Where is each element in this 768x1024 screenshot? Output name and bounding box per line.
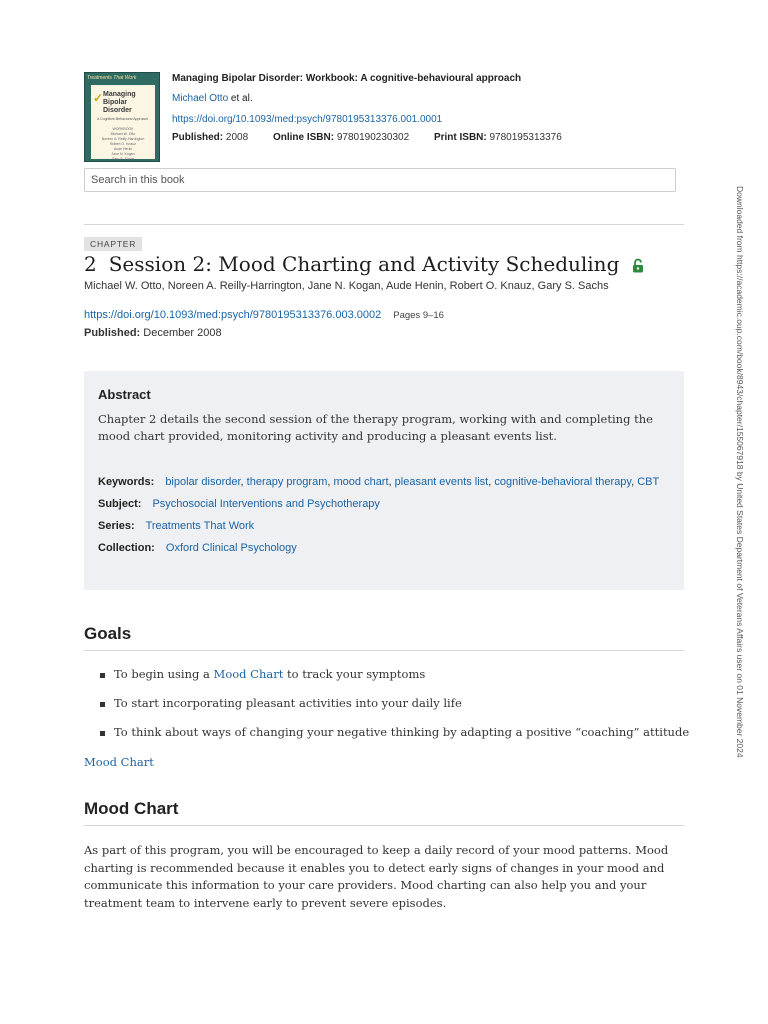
chapter-title-text: Session 2: Mood Charting and Activity Scheduling (108, 252, 620, 276)
mood-chart-inline-link[interactable]: Mood Chart (213, 667, 284, 681)
series-row (98, 518, 670, 535)
mood-chart-paragraph: As part of this program, you will be encouraged to keep a daily record of your mood patterns. Mood charting is recommended because it enables you to detect early signs of changes in your mood and communicate this information to your care providers. Mood charting can also help you and your treatment team to intervene early to prevent severe episodes. (84, 843, 669, 910)
series-link[interactable]: Treatments That Work (145, 520, 255, 532)
keywords-label: Keywords: (98, 476, 155, 488)
mood-chart-divider (84, 825, 684, 826)
goals-heading: Goals (84, 624, 132, 643)
book-doi-link[interactable]: https://doi.org/10.1093/med:psych/9780195313376.001.0001 (172, 114, 443, 125)
book-author-suffix: et al. (228, 93, 253, 104)
keyword-link[interactable]: therapy program (246, 476, 328, 488)
chapter-badge: CHAPTER (84, 237, 142, 251)
cover-author: Michael W. Otto (110, 132, 136, 136)
divider (84, 224, 684, 225)
checkmark-icon: ✓ (93, 91, 104, 105)
goals-list (100, 667, 689, 754)
chapter-published-value: December 2008 (143, 327, 222, 339)
cover-authors (95, 127, 151, 162)
book-search-input[interactable] (84, 168, 676, 192)
cover-author: Robert O. Knauz (109, 142, 137, 146)
cover-title: Managing Bipolar Disorder (103, 91, 136, 114)
mood-chart-heading: Mood Chart (84, 799, 179, 818)
search-placeholder: Search in this book (91, 174, 185, 186)
chapter-number: 2 (84, 252, 97, 276)
online-isbn-label: Online ISBN: (272, 132, 335, 143)
book-doi (172, 113, 584, 126)
cover-panel (91, 85, 155, 159)
subject-row (98, 496, 670, 513)
book-header (84, 72, 684, 164)
cover-author: Jane N. Kogan (111, 152, 135, 156)
book-cover[interactable] (84, 72, 160, 162)
chapter-authors: Michael W. Otto, Noreen A. Reilly-Harrington, Jane N. Kogan, Aude Henin, Robert O. Knauz, Gary S. Sachs (84, 280, 609, 292)
goals-divider (84, 650, 684, 651)
book-author (172, 92, 584, 105)
published-label: Published: (172, 132, 224, 143)
collection-row (98, 540, 670, 557)
keyword-link[interactable]: pleasant events list (394, 476, 489, 488)
print-isbn-label: Print ISBN: (433, 132, 487, 143)
goal-item: To start incorporating pleasant activities into your daily life (100, 696, 689, 725)
print-isbn-value: 9780195313376 (489, 132, 562, 143)
abstract-text: Chapter 2 details the second session of the therapy program, working with and completing the mood chart provided, monitoring activity and producing a pleasant events list. (98, 412, 653, 443)
collection-link[interactable]: Oxford Clinical Psychology (165, 542, 297, 554)
keywords-row: Keywords: bipolar disorder, therapy program, mood chart, pleasant events list, cognitive-behavioral therapy, CBT (98, 476, 660, 488)
cover-series: Treatments That Work (87, 75, 137, 81)
cover-author: Noreen A. Reilly-Harrington (101, 137, 145, 141)
subject-link[interactable]: Psychosocial Interventions and Psychotherapy (152, 498, 380, 510)
open-lock-icon (632, 254, 644, 278)
abstract-heading: Abstract (98, 387, 151, 402)
series-label: Series: (98, 520, 135, 532)
cover-author: Gary S. Sachs (111, 157, 135, 161)
subject-label: Subject: (98, 498, 142, 510)
collection-label: Collection: (98, 542, 155, 554)
book-author-link[interactable]: Michael Otto (172, 93, 229, 104)
chapter-doi-link[interactable]: https://doi.org/10.1093/med:psych/9780195313376.003.0002 (84, 309, 382, 321)
cover-subtitle: A Cognitive-Behavioral Approach (97, 117, 149, 121)
mood-chart-link[interactable]: Mood Chart (84, 755, 154, 769)
chapter-published-label: Published: (84, 327, 141, 339)
keyword-link[interactable]: cognitive-behavioral therapy (494, 476, 632, 488)
book-publication-info (172, 131, 584, 144)
keyword-link[interactable]: bipolar disorder (165, 476, 241, 488)
book-title[interactable]: Managing Bipolar Disorder: Workbook: A cognitive-behavioural approach (172, 73, 522, 84)
book-meta (172, 72, 584, 144)
abstract-panel (84, 371, 684, 590)
chapter-published (84, 327, 222, 339)
download-side-note (735, 186, 745, 836)
goal-item: To think about ways of changing your negative thinking by adapting a positive “coaching” attitude (100, 725, 689, 754)
keyword-link[interactable]: CBT (637, 476, 660, 488)
download-side-note-text: Downloaded from https://academic.oup.com/book/8943/chapter/155067918 by United States Department of Veterans Affairs user on 01 November 2024 (735, 186, 745, 758)
published-value: 2008 (225, 132, 249, 143)
chapter-title (84, 252, 644, 278)
chapter-doi (84, 309, 444, 321)
chapter-pages: Pages 9–16 (393, 310, 444, 321)
goal-item: To begin using a Mood Chart to track your symptoms (100, 667, 689, 696)
keyword-link[interactable]: mood chart (333, 476, 389, 488)
cover-label: WORKBOOK (112, 127, 134, 131)
online-isbn-value: 9780190230302 (336, 132, 410, 143)
cover-author: Aude Henin (113, 147, 133, 151)
